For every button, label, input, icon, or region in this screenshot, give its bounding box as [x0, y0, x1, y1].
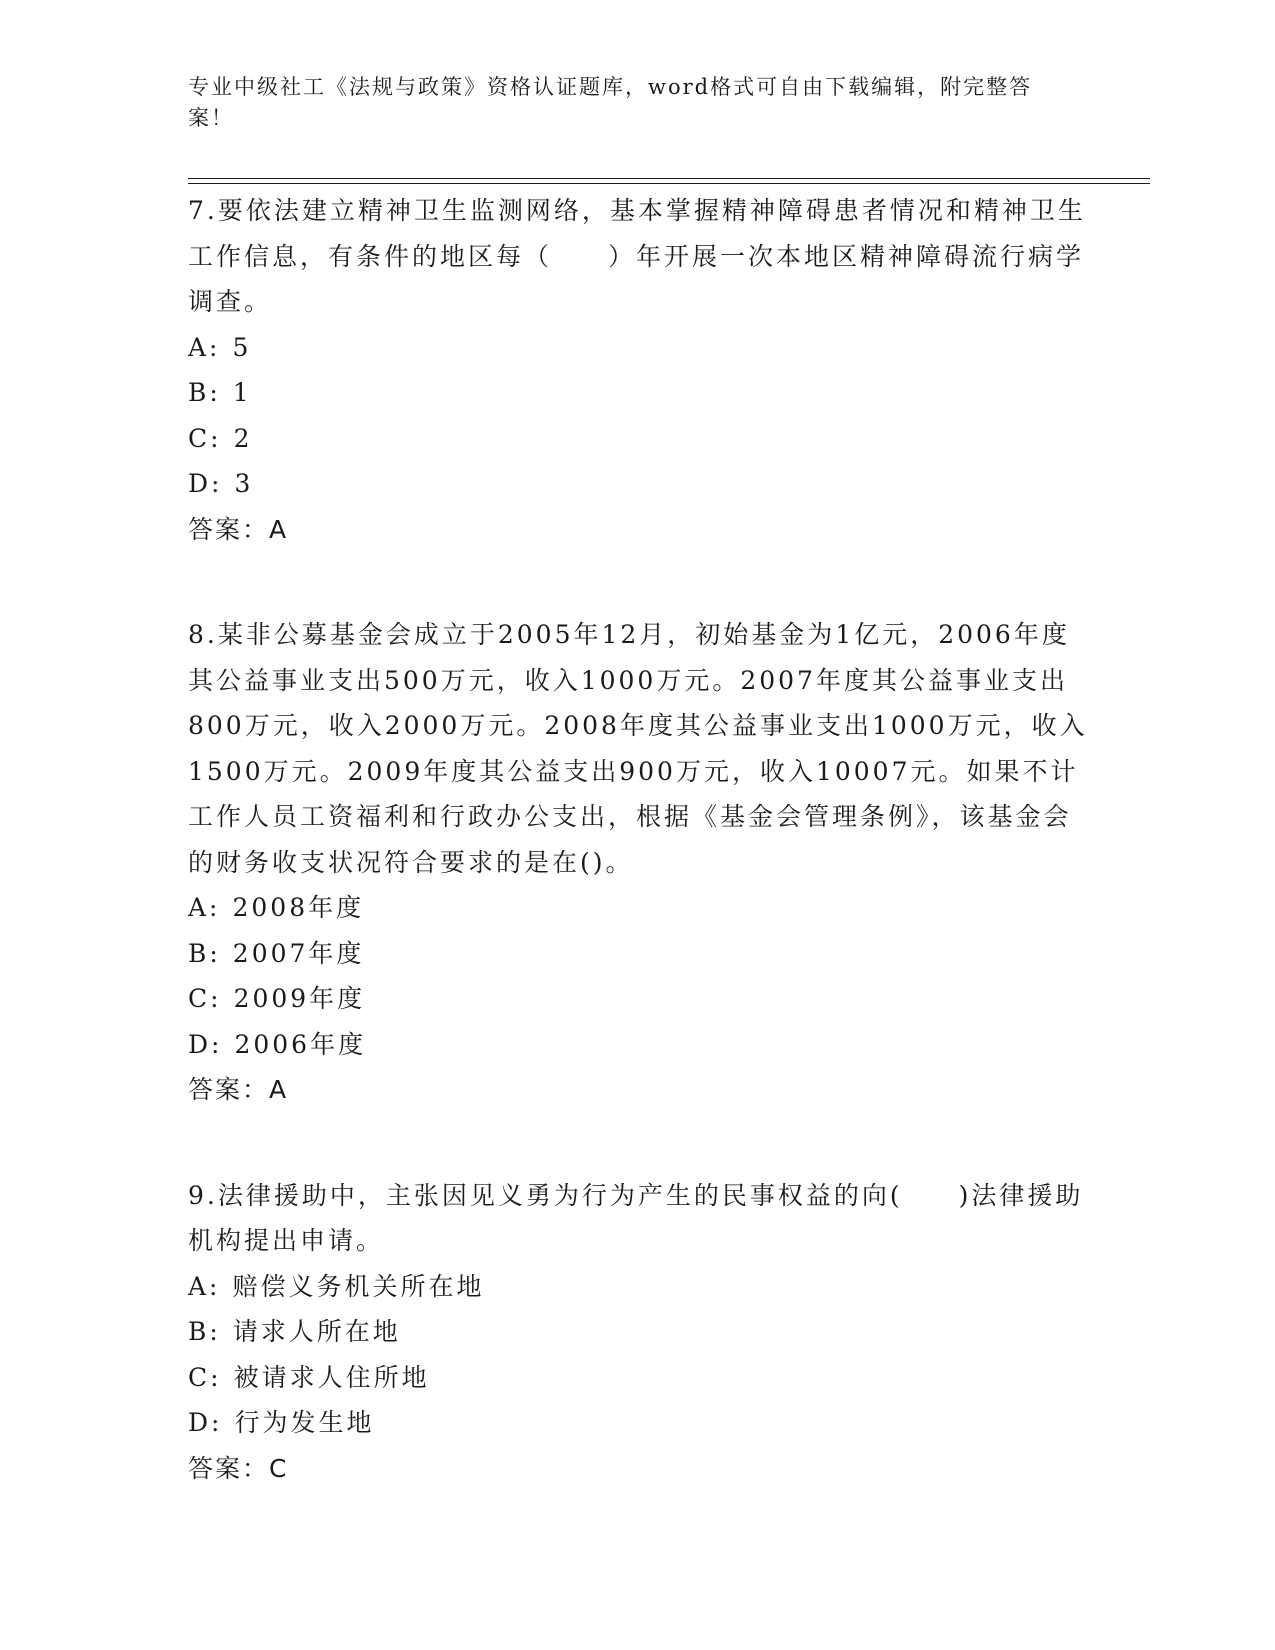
option-label: A: [188, 1271, 221, 1301]
option-d [188, 461, 1088, 507]
option-a [188, 325, 1088, 371]
header-divider-bottom [188, 183, 1150, 184]
option-c [188, 976, 1088, 1022]
header-divider-top [188, 178, 1150, 179]
answer-value: A [269, 514, 289, 544]
option-text: 被请求人住所地 [233, 1362, 430, 1392]
answer-value: A [269, 1075, 289, 1104]
question-stem: 9.法律援助中，主张因见义勇为行为产生的民事权益的向( )法律援助机构提出申请。 [188, 1180, 1084, 1255]
option-c [188, 1355, 1088, 1401]
option-label: D: [188, 1029, 223, 1059]
answer-line [188, 1067, 1088, 1113]
option-text: 2008年度 [232, 893, 365, 922]
option-b [188, 370, 1088, 416]
option-label: A: [188, 332, 221, 362]
option-d [188, 1400, 1088, 1446]
option-text: 2006年度 [234, 1029, 367, 1059]
document-header [188, 72, 1068, 134]
option-text: 赔偿义务机关所在地 [232, 1271, 485, 1301]
option-b [188, 931, 1088, 977]
answer-value: C [269, 1453, 289, 1483]
option-d [188, 1022, 1088, 1068]
option-label: A: [188, 893, 221, 922]
question-8 [188, 612, 1088, 1113]
option-text: 1 [232, 378, 252, 407]
option-label: C: [188, 984, 222, 1013]
option-label: C: [188, 423, 222, 453]
option-text: 2007年度 [232, 938, 365, 968]
answer-line [188, 1446, 1088, 1492]
answer-label: 答案： [188, 1453, 270, 1483]
option-b [188, 1309, 1088, 1355]
option-label: D: [188, 1408, 223, 1437]
question-9 [188, 1173, 1088, 1492]
answer-line [188, 507, 1088, 553]
question-stem: 7.要依法建立精神卫生监测网络，基本掌握精神障碍患者情况和精神卫生工作信息，有条件的地区每（ ）年开展一次本地区精神障碍流行病学调查。 [188, 196, 1086, 316]
option-label: C: [188, 1362, 222, 1392]
option-label: D: [188, 469, 223, 498]
option-text: 行为发生地 [234, 1408, 375, 1437]
option-text: 请求人所在地 [232, 1317, 401, 1346]
option-label: B: [188, 1317, 221, 1346]
question-list [188, 188, 1088, 1551]
question-7 [188, 188, 1088, 552]
option-text: 2009年度 [233, 984, 366, 1013]
option-a [188, 885, 1088, 931]
option-label: B: [188, 938, 221, 968]
option-text: 5 [232, 332, 252, 362]
option-c [188, 416, 1088, 462]
option-text: 2 [233, 423, 253, 453]
answer-label: 答案： [188, 514, 270, 544]
header-intro-text: 专业中级社工《法规与政策》资格认证题库，word格式可自由下载编辑，附完整答案！ [188, 75, 1033, 130]
option-label: B: [188, 378, 221, 407]
answer-label: 答案： [188, 1075, 270, 1104]
question-stem: 8.某非公募基金会成立于2005年12月，初始基金为1亿元，2006年度其公益事业支出500万元，收入1000万元。2007年度其公益事业支出800万元，收入2000万元。2008年度其公益事业支出1000万元，收入1500万元。2009年度其公益支出900万元，收入10007元。如果不计工作人员工资福利和行政办公支出，根据《基金会管理条例》，该基金会的财务收支状况符合要求的是在()。 [188, 620, 1088, 877]
option-a [188, 1264, 1088, 1310]
option-text: 3 [234, 469, 254, 498]
